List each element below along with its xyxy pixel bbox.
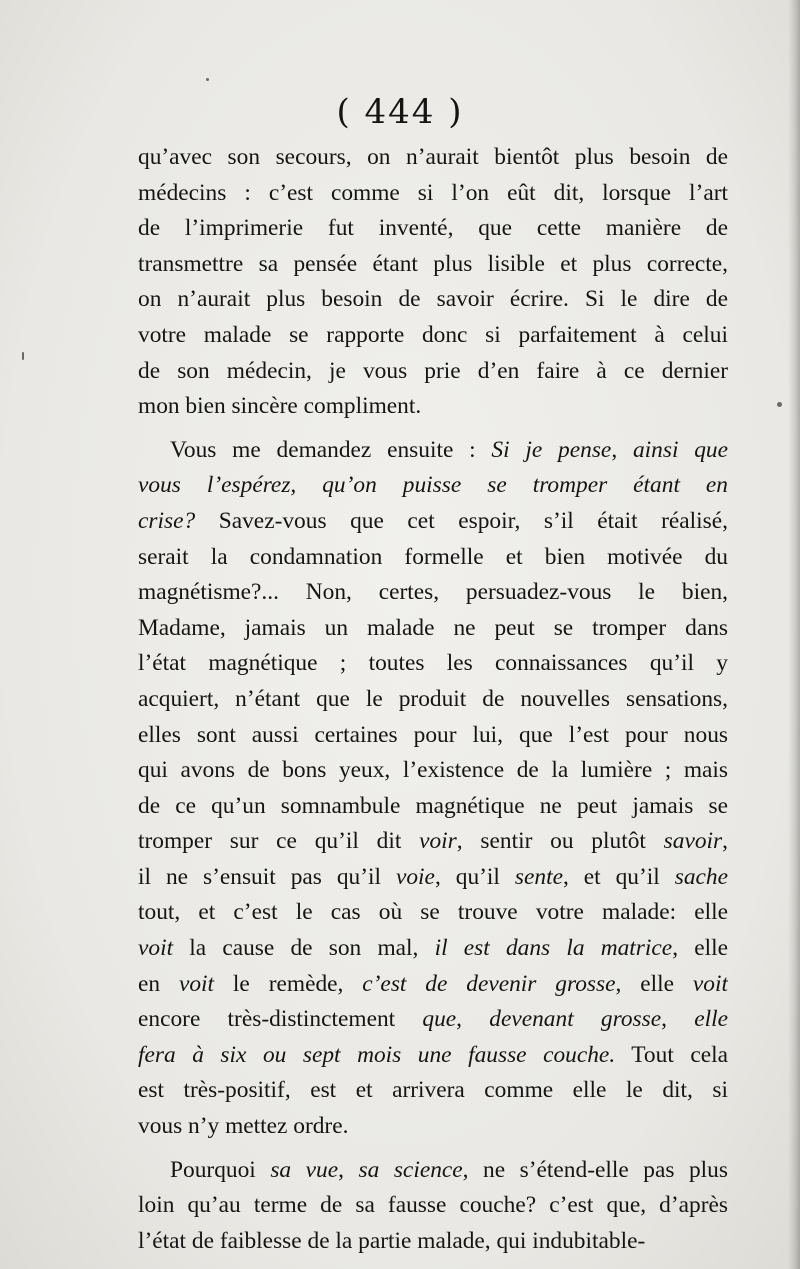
italic-text: sa science [358, 1156, 463, 1183]
text-run: , elle [615, 970, 693, 997]
text-run: mon bien sincère compliment. [138, 393, 422, 420]
italic-text: voit [138, 935, 174, 962]
italic-text: devenant grosse [489, 1006, 662, 1033]
text-run: , [611, 436, 633, 463]
text-line [138, 860, 728, 896]
text-line [138, 211, 728, 247]
text-line [138, 1188, 728, 1224]
text-run: Savez-vous que cet espoir, s’il était réalisé, [195, 507, 728, 534]
text-run: magnétisme?... Non, certes, persuadez-vous le bien, [138, 579, 728, 606]
italic-text: savoir [663, 828, 723, 855]
italic-text: Si je pense [491, 436, 612, 463]
text-run: le remède, [214, 970, 363, 997]
text-run: il ne s’ensuit pas qu’il [138, 863, 396, 890]
text-line [138, 1153, 728, 1189]
text-run: tromper sur ce qu’il dit [138, 828, 420, 855]
text-line [138, 176, 728, 212]
text-line [138, 1109, 728, 1145]
paper-speck [206, 78, 209, 81]
text-line [138, 282, 728, 318]
text-run: , [456, 1006, 490, 1033]
text-run: de son médecin, je vous prie d’en faire à ce dernier [138, 357, 728, 384]
text-run: , sentir ou plutôt [456, 828, 664, 855]
text-run: , elle [672, 935, 728, 962]
text-run: de l’imprimerie fut inventé, que cette manière de [138, 215, 728, 242]
text-run: serait la condamnation formelle et bien motivée du [138, 543, 728, 570]
paragraph [138, 1153, 728, 1260]
text-run: Tout cela [615, 1041, 728, 1068]
text-line [138, 931, 728, 967]
text-line [138, 318, 728, 354]
text-run: de ce qu’un somnambule magnétique ne peut jamais se [138, 792, 728, 819]
text-run: , ne s’étend-elle pas plus [462, 1156, 728, 1183]
text-line [138, 753, 728, 789]
text-line [138, 575, 728, 611]
text-run: vous n’y mettez ordre. [138, 1113, 349, 1140]
text-run: , [338, 1156, 359, 1183]
italic-text: elle [694, 1006, 728, 1033]
text-line [138, 389, 728, 425]
text-run: , [661, 1006, 695, 1033]
text-line [138, 247, 728, 283]
text-run: , qu’il [434, 863, 515, 890]
italic-text: ainsi que [632, 436, 728, 463]
page-edge-shadow [788, 0, 800, 1269]
text-line [138, 504, 728, 540]
italic-text: que [422, 1006, 457, 1033]
text-run: , [722, 828, 728, 855]
italic-text: fera à six ou sept mois une fausse couche. [138, 1041, 616, 1068]
body-text [138, 140, 728, 1259]
text-line [138, 611, 728, 647]
text-line [138, 1038, 728, 1074]
paper-speck [777, 402, 782, 407]
text-run: transmettre sa pensée étant plus lisible et plus correcte, [138, 250, 728, 277]
italic-text: voit [178, 970, 215, 997]
text-run: acquiert, n’étant que le produit de nouvelles sensations, [138, 685, 728, 712]
paragraph [138, 433, 728, 1145]
text-line [138, 140, 728, 176]
text-run: encore très-distinctement [138, 1006, 423, 1033]
text-line [138, 789, 728, 825]
text-run: Vous me demandez ensuite : [170, 436, 492, 463]
text-run: médecins : c’est comme si l’on eût dit, lorsque l’art [138, 179, 728, 206]
text-run: , et qu’il [562, 863, 675, 890]
text-run: l’état magnétique ; toutes les connaissances qu’il y [138, 650, 728, 677]
text-run: qui avons de bons yeux, l’existence de la lumière ; mais [138, 757, 728, 784]
text-run: Pourquoi [170, 1156, 271, 1183]
italic-text: crise? [138, 507, 196, 534]
text-line [138, 540, 728, 576]
text-line [138, 646, 728, 682]
italic-text: sente [514, 863, 563, 890]
text-run: on n’aurait plus besoin de savoir écrire. Si le dire de [138, 286, 728, 313]
text-line [138, 682, 728, 718]
text-run: en [138, 970, 179, 997]
italic-text: voir [419, 828, 457, 855]
italic-text: c’est de devenir grosse [362, 970, 616, 997]
text-run: tout, et c’est le cas où se trouve votre malade: elle [138, 899, 728, 926]
text-line [138, 824, 728, 860]
text-run: l’état de faiblesse de la partie malade, qui indubitable- [138, 1227, 646, 1254]
text-line [138, 433, 728, 469]
italic-text: sache [674, 863, 728, 890]
text-line [138, 967, 728, 1003]
text-run: la cause de son mal, [173, 935, 435, 962]
italic-text: vous l’espérez, qu’on puisse se tromper étant en [138, 472, 728, 499]
text-run: Madame, jamais un malade ne peut se tromper dans [138, 614, 728, 641]
italic-text: il est dans la matrice [434, 935, 673, 962]
text-run: est très-positif, est et arrivera comme elle le dit, si [138, 1077, 728, 1104]
paragraph [138, 140, 728, 425]
text-line [138, 1073, 728, 1109]
italic-text: voie [395, 863, 435, 890]
italic-text: sa vue [270, 1156, 339, 1183]
text-run: elles sont aussi certaines pour lui, que l’est pour nous [138, 721, 728, 748]
text-line [138, 468, 728, 504]
text-line [138, 1002, 728, 1038]
text-run: votre malade se rapporte donc si parfaitement à celui [138, 321, 728, 348]
text-run: qu’avec son secours, on n’aurait bientôt plus besoin de [138, 144, 728, 170]
text-line [138, 354, 728, 390]
text-run: loin qu’au terme de sa fausse couche? c’est que, d’après [138, 1192, 728, 1219]
text-line [138, 718, 728, 754]
text-line [138, 1224, 728, 1260]
paper-speck [22, 352, 24, 360]
page-number: ( 444 ) [336, 92, 464, 132]
italic-text: voit [692, 970, 728, 997]
text-line [138, 895, 728, 931]
